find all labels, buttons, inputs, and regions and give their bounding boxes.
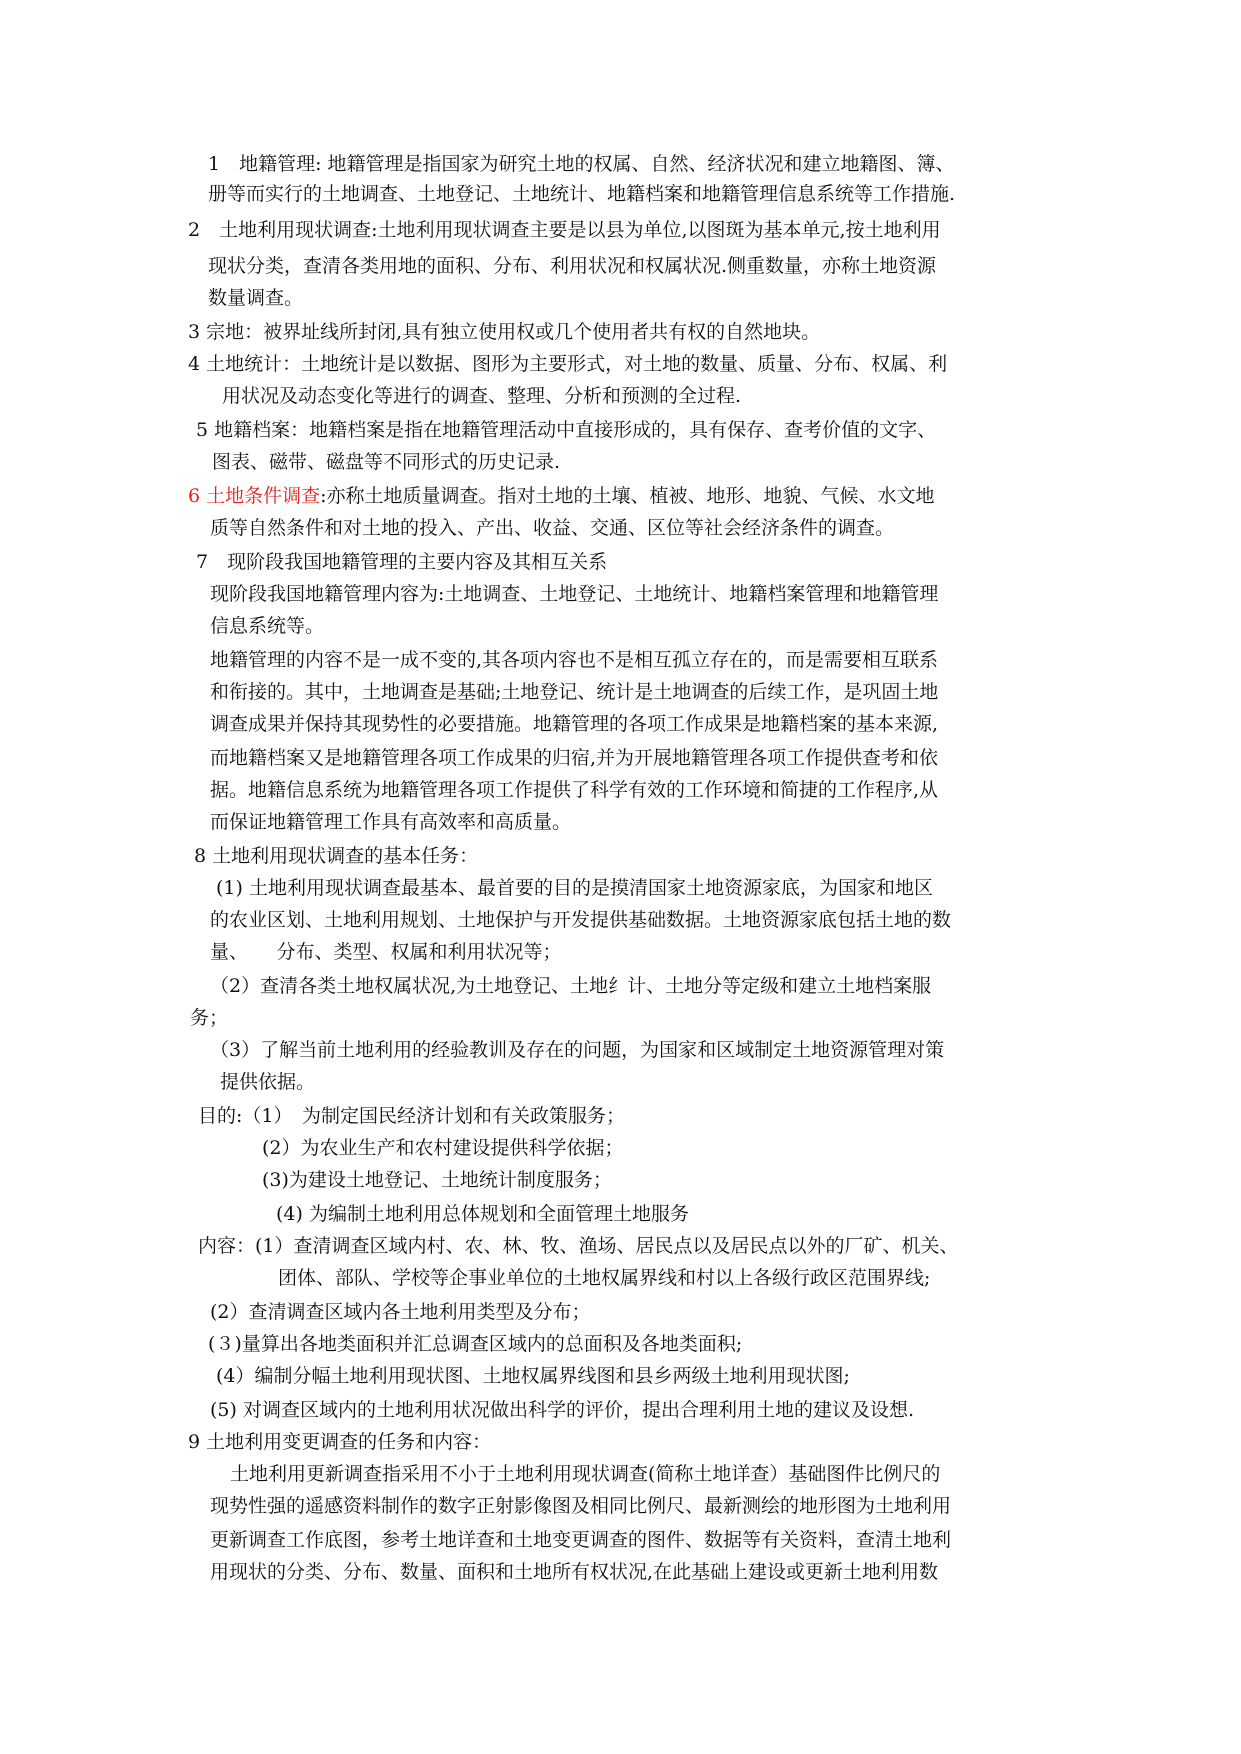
text-line: 3 宗地：被界址线所封闭,具有独立使用权或几个使用者共有权的自然地块。: [188, 321, 821, 343]
text-line: 信息系统等。: [210, 615, 325, 637]
text-line: (4）编制分幅土地利用现状图、土地权属界线图和县乡两级土地利用现状图;: [216, 1365, 850, 1387]
text-line: 土地利用更新调查指采用不小于土地利用现状调查(简称土地详查）基础图件比例尺的: [230, 1463, 941, 1485]
text-line: 务；: [190, 1007, 229, 1029]
text-line-highlighted: [188, 482, 935, 510]
section-heading: 8 土地利用现状调查的基本任务：: [194, 845, 479, 867]
text-line: 册等而实行的土地调查、土地登记、土地统计、地籍档案和地籍管理信息系统等工作措施.: [208, 183, 956, 205]
text-line: 现阶段我国地籍管理内容为:土地调查、土地登记、土地统计、地籍档案管理和地籍管理: [210, 583, 939, 605]
text-line: 2 土地利用现状调查:土地利用现状调查主要是以县为单位,以图斑为基本单元,按土地利用: [188, 219, 941, 241]
text-line: 据。地籍信息系统为地籍管理各项工作提供了科学有效的工作环境和简捷的工作程序,从: [210, 779, 939, 801]
text-line: 质等自然条件和对土地的投入、产出、收益、交通、区位等社会经济条件的调查。: [210, 517, 895, 539]
text-line: （2）查清各类土地权属状况,为土地登记、土地纟计、土地分等定级和建立土地档案服: [210, 975, 932, 997]
text-line: 和衔接的。其中，土地调查是基础;土地登记、统计是土地调查的后续工作，是巩固土地: [210, 681, 939, 703]
text-line: 的农业区划、土地利用规划、土地保护与开发提供基础数据。土地资源家底包括土地的数: [210, 909, 952, 931]
text-line: 地籍管理的内容不是一成不变的,其各项内容也不是相互孤立存在的，而是需要相互联系: [210, 649, 939, 671]
text-line: 提供依据。: [220, 1071, 316, 1093]
text-line: 内容：(1）查清调查区域内村、农、林、牧、渔场、居民点以及居民点以外的厂矿、机关、: [198, 1235, 959, 1257]
text-line: (1) 土地利用现状调查最基本、最首要的目的是摸清国家土地资源家底，为国家和地区: [216, 877, 933, 899]
text-line: 更新调查工作底图，参考土地详查和土地变更调查的图件、数据等有关资料，查清土地利: [210, 1529, 952, 1551]
text-line: 1 地籍管理: 地籍管理是指国家为研究土地的权属、自然、经济状况和建立地籍图、簿、: [208, 153, 955, 175]
text-line: (2）为农业生产和农村建设提供科学依据；: [262, 1137, 624, 1159]
text-line: 目的:（1） 为制定国民经济计划和有关政策服务；: [198, 1105, 625, 1127]
text-line: 5 地籍档案：地籍档案是指在地籍管理活动中直接形成的，具有保存、查考价值的文字、: [196, 419, 937, 441]
text-line: 而地籍档案又是地籍管理各项工作成果的归宿,并为开展地籍管理各项工作提供查考和依: [210, 747, 939, 769]
text-line: 而保证地籍管理工作具有高效率和高质量。: [210, 811, 572, 833]
section-heading: 7 现阶段我国地籍管理的主要内容及其相互关系: [196, 551, 608, 573]
text-line: 用状况及动态变化等进行的调查、整理、分析和预测的全过程.: [222, 385, 742, 407]
text-span: :亦称土地质量调查。指对土地的土壤、植被、地形、地貌、气候、水文地: [320, 485, 935, 507]
text-line: (2）查清调查区域内各土地利用类型及分布；: [210, 1301, 591, 1323]
text-line: (３)量算出各地类面积并汇总调查区域内的总面积及各地类面积;: [208, 1333, 743, 1355]
text-line: 现势性强的遥感资料制作的数字正射影像图及相同比例尺、最新测绘的地形图为土地利用: [210, 1495, 952, 1517]
text-line: 现状分类，查清各类用地的面积、分布、利用状况和权属状况.侧重数量，亦称土地资源: [208, 255, 937, 277]
text-line: （3）了解当前土地利用的经验教训及存在的问题，为国家和区域制定土地资源管理对策: [210, 1039, 945, 1061]
text-line: 量、 分布、类型、权属和利用状况等；: [210, 941, 562, 963]
text-line: (4) 为编制土地利用总体规划和全面管理土地服务: [276, 1203, 689, 1225]
highlighted-term: 6 土地条件调查: [188, 485, 321, 507]
text-line: 团体、部队、学校等企事业单位的土地权属界线和村以上各级行政区范围界线;: [278, 1267, 931, 1289]
text-line: (5) 对调查区域内的土地利用状况做出科学的评价，提出合理利用土地的建议及设想.: [210, 1399, 914, 1421]
text-line: (3)为建设土地登记、土地统计制度服务；: [262, 1169, 612, 1191]
text-line: 数量调查。: [208, 287, 304, 309]
text-line: 图表、磁带、磁盘等不同形式的历史记录.: [212, 451, 561, 473]
text-line: 用现状的分类、分布、数量、面积和土地所有权状况,在此基础上建设或更新土地利用数: [210, 1561, 939, 1583]
text-line: 调查成果并保持其现势性的必要措施。地籍管理的各项工作成果是地籍档案的基本来源,: [210, 713, 939, 735]
section-heading: 9 土地利用变更调查的任务和内容：: [188, 1431, 492, 1453]
text-line: 4 土地统计：土地统计是以数据、图形为主要形式，对土地的数量、质量、分布、权属、利: [188, 353, 948, 375]
